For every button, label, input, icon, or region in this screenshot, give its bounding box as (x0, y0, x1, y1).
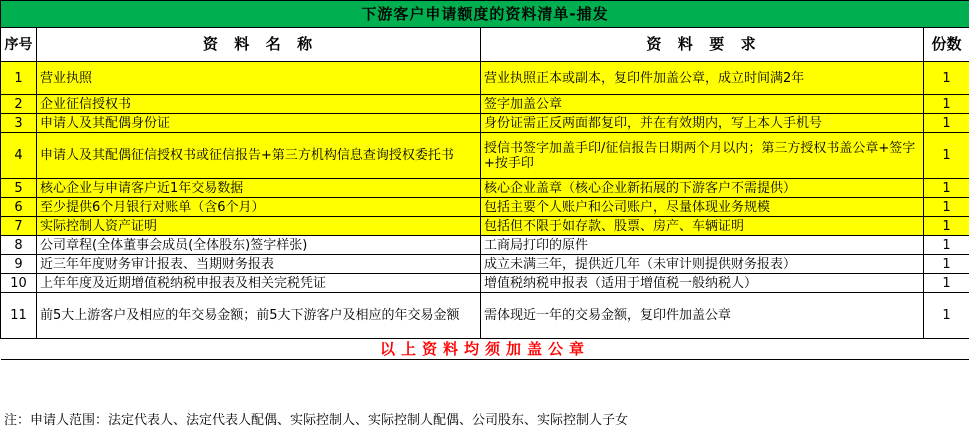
row-requirement: 授信书签字加盖手印/征信报告日期两个月以内；第三方授权书盖公章+签字+按手印 (481, 133, 924, 179)
row-copies: 1 (924, 62, 969, 95)
row-index: 9 (1, 255, 37, 274)
row-requirement: 需体现近一年的交易金额，复印件加盖公章 (481, 293, 924, 339)
table-row (1, 95, 969, 114)
row-copies: 1 (924, 274, 969, 293)
row-name: 申请人及其配偶征信授权书或征信报告+第三方机构信息查询授权委托书 (37, 133, 481, 179)
row-requirement: 增值税纳税申报表（适用于增值税一般纳税人） (481, 274, 924, 293)
table-row (1, 255, 969, 274)
row-name: 实际控制人资产证明 (37, 217, 481, 236)
row-name: 至少提供6个月银行对账单（含6个月） (37, 198, 481, 217)
row-copies: 1 (924, 133, 969, 179)
table-row (1, 179, 969, 198)
row-copies: 1 (924, 217, 969, 236)
row-index: 3 (1, 114, 37, 133)
footer-text: 以上资料均须加盖公章 (1, 339, 969, 360)
row-copies: 1 (924, 198, 969, 217)
header-copies: 份数 (924, 28, 969, 62)
row-index: 8 (1, 236, 37, 255)
row-copies: 1 (924, 293, 969, 339)
title-row (1, 1, 969, 28)
row-copies: 1 (924, 95, 969, 114)
row-copies: 1 (924, 179, 969, 198)
table-row (1, 133, 969, 179)
note-text: 注：申请人范围：法定代表人、法定代表人配偶、实际控制人、实际控制人配偶、公司股东、实际控制人子女 (4, 413, 629, 428)
row-copies: 1 (924, 255, 969, 274)
row-copies: 1 (924, 114, 969, 133)
row-name: 公司章程(全体董事会成员(全体股东)签字样张) (37, 236, 481, 255)
row-requirement: 签字加盖公章 (481, 95, 924, 114)
header-row (1, 28, 969, 62)
row-name: 上年年度及近期增值税纳税申报表及相关完税凭证 (37, 274, 481, 293)
row-copies: 1 (924, 236, 969, 255)
row-name: 企业征信授权书 (37, 95, 481, 114)
row-requirement: 工商局打印的原件 (481, 236, 924, 255)
header-name: 资 料 名 称 (37, 28, 481, 62)
table-row (1, 198, 969, 217)
row-name: 近三年年度财务审计报表、当期财务报表 (37, 255, 481, 274)
table-row (1, 114, 969, 133)
table-row (1, 293, 969, 339)
row-requirement: 核心企业盖章（核心企业新拓展的下游客户不需提供） (481, 179, 924, 198)
footer-row (1, 339, 969, 360)
row-requirement: 成立未满三年，提供近几年（未审计则提供财务报表） (481, 255, 924, 274)
row-index: 6 (1, 198, 37, 217)
table-row (1, 274, 969, 293)
row-index: 7 (1, 217, 37, 236)
document-title: 下游客户申请额度的资料清单-捕发 (1, 1, 969, 28)
table-row (1, 236, 969, 255)
row-index: 1 (1, 62, 37, 95)
table-row (1, 62, 969, 95)
row-requirement: 营业执照正本或副本，复印件加盖公章，成立时间满2年 (481, 62, 924, 95)
row-requirement: 包括主要个人账户和公司账户，尽量体现业务规模 (481, 198, 924, 217)
row-index: 4 (1, 133, 37, 179)
row-name: 前5大上游客户及相应的年交易金额；前5大下游客户及相应的年交易金额 (37, 293, 481, 339)
row-name: 营业执照 (37, 62, 481, 95)
row-index: 10 (1, 274, 37, 293)
row-index: 11 (1, 293, 37, 339)
row-name: 核心企业与申请客户近1年交易数据 (37, 179, 481, 198)
row-index: 2 (1, 95, 37, 114)
row-name: 申请人及其配偶身份证 (37, 114, 481, 133)
table-row (1, 217, 969, 236)
row-index: 5 (1, 179, 37, 198)
row-requirement: 包括但不限于如存款、股票、房产、车辆证明 (481, 217, 924, 236)
header-requirement: 资 料 要 求 (481, 28, 924, 62)
row-requirement: 身份证需正反两面都复印，并在有效期内，写上本人手机号 (481, 114, 924, 133)
header-index: 序号 (1, 28, 37, 62)
